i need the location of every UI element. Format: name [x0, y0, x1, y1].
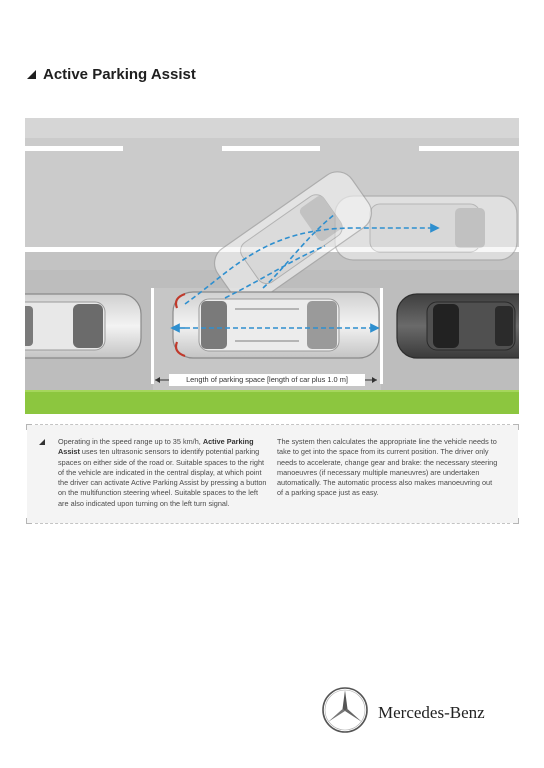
info-bold: Active Parking Assist [58, 437, 254, 457]
parking-illustration [25, 118, 519, 414]
page-title-text: Active Parking Assist [43, 66, 196, 83]
grass-strip [25, 390, 519, 414]
info-text: Operating in the speed range up to 35 km/h, [58, 437, 203, 446]
measure-label: Length of parking space [length of car plus 1.0 m] [169, 374, 365, 386]
page-title [27, 66, 196, 83]
info-text: uses ten ultrasonic sensors to identify potential parking spaces on either side of the road or. Suitable spaces to the right of the vehicle are indicated in the central display, at which point the driver can activate Active Parking Assist by pressing a button on the multifunction steering wheel. Suitable spaces to the left are also indicated upon turning on the left turn signal. [58, 447, 267, 508]
lane-dash [222, 146, 320, 151]
info-box [27, 425, 518, 523]
info-column-1 [58, 437, 270, 509]
brand-name: Mercedes-Benz [378, 703, 485, 722]
lane-dash [25, 146, 123, 151]
three-pointed-star-icon [320, 685, 372, 737]
main-car [173, 292, 379, 358]
parked-car-right [397, 294, 519, 358]
section-triangle-icon [27, 70, 36, 79]
lane-dash [419, 146, 519, 151]
info-column-2: The system then calculates the appropriate line the vehicle needs to take to get into the space from its current position. The driver only needs to accelerate, change gear and brake: the necessary steering manoeuvres (if necessary multiple maneuvres) are undertaken automatically. The automatic process also makes manoeuvring out of a parking space just as easy. [277, 437, 498, 498]
bullet-triangle-icon [39, 439, 45, 445]
parked-car-left [25, 294, 141, 358]
